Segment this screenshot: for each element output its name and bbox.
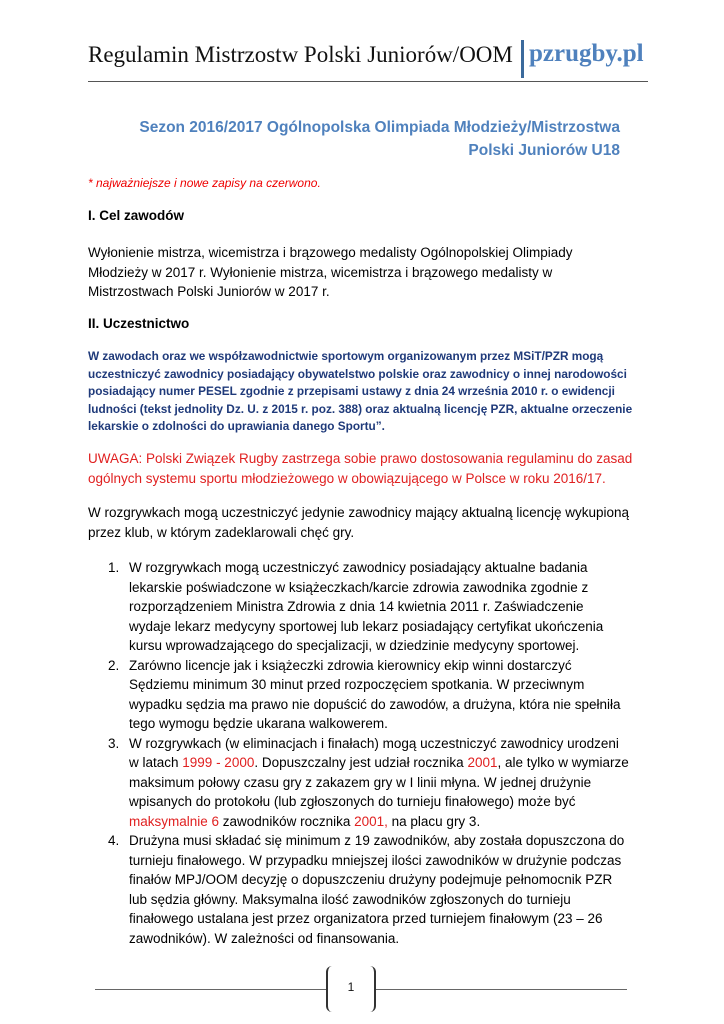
section-heading-participation: II. Uczestnictwo <box>88 316 190 331</box>
page-number-box <box>326 966 376 1014</box>
eligibility-paragraph <box>88 348 633 436</box>
season-heading-line: Polski Juniorów U18 <box>468 142 620 159</box>
paragraph-line: przez klub, w którym zadeklarowali chęć gry. <box>88 524 355 540</box>
rules-list <box>108 558 628 948</box>
list-line: wpisanych do protokołu (lub zgłoszonych do turnieju finałowego) może być <box>129 794 576 809</box>
footer-rule-right <box>375 989 627 990</box>
list-line: rozporządzeniem Ministra Zdrowia z dnia 14 kwietnia 2011 r. Zaświadczenie <box>129 599 584 614</box>
header-rule <box>88 81 648 82</box>
list-line: zawodników). W zależności od finansowania. <box>129 930 400 946</box>
list-item <box>108 734 628 832</box>
list-line <box>129 812 628 832</box>
list-item <box>108 831 628 948</box>
page-header <box>88 40 648 80</box>
list-line: finałów MPJ/OOM decyzję o dopuszczeniu drużyny podejmuje pełnomocnik PZR <box>129 872 613 887</box>
page-number: 1 <box>347 980 355 994</box>
text-run: na placu gry 3. <box>387 813 481 829</box>
season-heading <box>88 116 620 162</box>
red-note: * najważniejsze i nowe zapisy na czerwono. <box>88 176 321 190</box>
text-run-red: 2001, <box>354 813 388 829</box>
list-line: W rozgrywkach (w eliminacjach i finałach) mogą uczestniczyć zawodnicy urodzeni <box>129 735 619 751</box>
list-line: tego wymogu będzie ukarana walkowerem. <box>129 716 388 731</box>
paragraph-line: uczestniczyć zawodnicy posiadający obywatelstwo polskie oraz zawodnicy o innej narodowości <box>88 366 627 381</box>
paragraph-line: lekarskie o zdolności do uprawiania danego Sportu”. <box>88 419 385 434</box>
list-number: 3. <box>108 735 120 751</box>
list-line: finałowego ustalana jest przez organizatora przed turniejem finałowym (23 – 26 <box>129 911 603 926</box>
list-line: turnieju finałowego. W przypadku mniejszej ilości zawodników w drużynie podczas <box>129 852 622 868</box>
text-run: , ale tylko w wymiarze <box>497 755 629 770</box>
text-run-red: maksymalnie 6 <box>129 813 220 829</box>
license-paragraph <box>88 503 628 542</box>
warning-paragraph <box>88 449 633 488</box>
list-line: lub sędzia główny. Maksymalna ilość zawodników zgłoszonych do turnieju <box>129 891 571 907</box>
list-line: wydaje lekarz medycyny sportowej lub lekarz posiadający certyfikat ukończenia <box>129 618 604 634</box>
list-line: kursu wprowadzającego do specjalizacji, w dziedzinie medycyny sportowej. <box>129 638 580 653</box>
list-item <box>108 656 628 734</box>
text-run: w latach <box>129 755 183 770</box>
paragraph-line: Mistrzostwach Polski Juniorów w 2017 r. <box>88 284 330 299</box>
list-line: Zarówno licencje jak i książeczki zdrowia kierownicy ekip winni dostarczyć <box>129 657 572 673</box>
list-line <box>129 753 628 773</box>
list-line: wypadku sędzia ma prawo nie dopuścić do zawodów, a drużyna, która nie spełniła <box>129 696 621 712</box>
list-line: Sędziemu minimum 30 minut przed rozpoczęciem spotkania. W przeciwnym <box>129 677 585 692</box>
paragraph-line: Młodzieży w 2017 r. Wyłonienie mistrza, wicemistrza i brązowego medalisty w <box>88 264 553 280</box>
header-separator <box>521 40 524 78</box>
paragraph-line: ogólnych systemu sportu młodzieżowego w obowiązującego w Polsce w roku 2016/17. <box>88 470 606 486</box>
list-line: Drużyna musi składać się minimum z 19 zawodników, aby została dopuszczona do <box>129 833 625 848</box>
document-title: Regulamin Mistrzostw Polski Juniorów/OOM <box>88 42 513 67</box>
list-line: W rozgrywkach mogą uczestniczyć zawodnicy posiadający aktualne badania <box>129 560 588 575</box>
site-name: pzrugby.pl <box>529 40 644 67</box>
paragraph-line: ludności (tekst jednolity Dz. U. z 2015 r. poz. 388) oraz aktualną licencję PZR, aktualne orzeczenie <box>88 401 633 416</box>
text-run-red: 2001 <box>467 755 498 770</box>
list-number: 4. <box>108 833 120 848</box>
paragraph-line: posiadający numer PESEL zgodnie z przepisami ustawy z dnia 24 września 2010 r. o ewidencji <box>88 384 615 399</box>
list-item <box>108 558 628 656</box>
goal-paragraph <box>88 243 628 302</box>
footer-rule-left <box>95 989 327 990</box>
text-run-red: 1999 - 2000 <box>182 755 255 770</box>
list-number: 1. <box>108 560 120 575</box>
paragraph-line: UWAGA: Polski Związek Rugby zastrzega sobie prawo dostosowania regulaminu do zasad <box>88 451 633 466</box>
paragraph-line: W zawodach oraz we współzawodnictwie sportowym organizowanym przez MSiT/PZR mogą <box>88 349 604 363</box>
section-heading-goal: I. Cel zawodów <box>88 208 185 223</box>
season-heading-line: Sezon 2016/2017 Ogólnopolska Olimpiada Młodzieży/Mistrzostwa <box>139 119 620 136</box>
list-number: 2. <box>108 657 120 673</box>
list-line: lekarskie poświadczone w książeczkach/karcie zdrowia zawodnika zgodnie z <box>129 579 589 595</box>
paragraph-line: Wyłonienie mistrza, wicemistrza i brązowego medalisty Ogólnopolskiej Olimpiady <box>88 245 573 260</box>
text-run: zawodników rocznika <box>219 813 355 829</box>
list-line: maksimum połowy czasu gry z zakazem gry w I linii młyna. W jednej drużynie <box>129 774 592 790</box>
paragraph-line: W rozgrywkach mogą uczestniczyć jedynie zawodnicy mający aktualną licencję wykupioną <box>88 505 629 520</box>
text-run: . Dopuszczalny jest udział rocznika <box>254 755 468 770</box>
